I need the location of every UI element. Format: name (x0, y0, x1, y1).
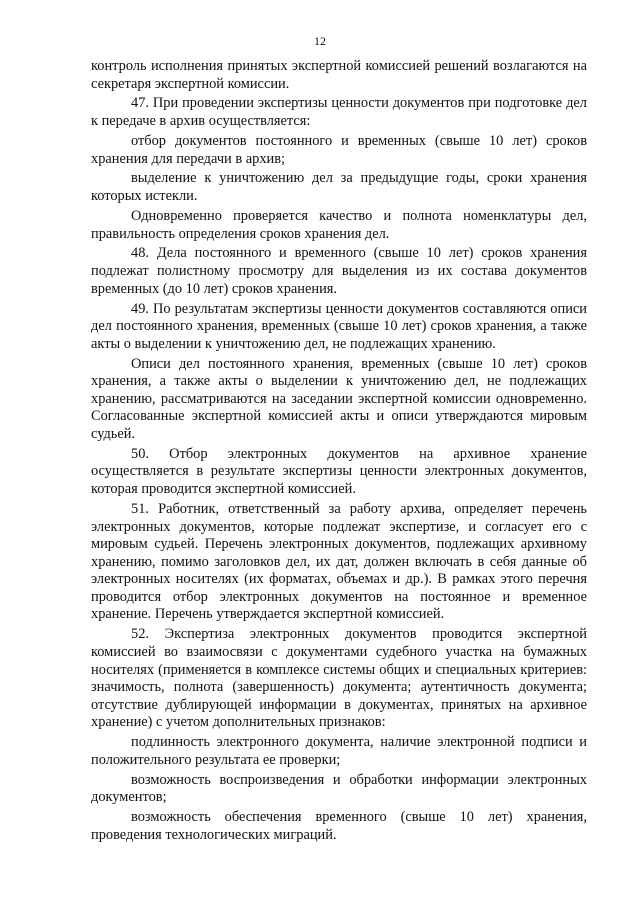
page-number: 12 (314, 34, 326, 48)
paragraph: подлинность электронного документа, наличие электронной подписи и положительного результата ее проверки; (91, 734, 587, 768)
paragraph: возможность обеспечения временного (свыше 10 лет) хранения, проведения технологических миграций. (91, 809, 587, 843)
paragraph: 49. По результатам экспертизы ценности документов составляются описи дел постоянного хранения, временных (свыше 10 лет) сроков хранения, а также акты о выделении к уничтожению дел, не подлежащих хранению. (91, 300, 587, 352)
paragraph: 48. Дела постоянного и временного (свыше 10 лет) сроков хранения подлежат полистному просмотру для выделения из их состава документов временных (до 10 лет) сроков хранения. (91, 245, 587, 297)
paragraph: выделение к уничтожению дел за предыдущие годы, сроки хранения которых истекли. (91, 170, 587, 205)
paragraph: 51. Работник, ответственный за работу архива, определяет перечень электронных документов, которые подлежат экспертизе, и согласует его с мировым судьей. Перечень электронных документов, подлежащих архивному хранению, помимо заголовков дел, их дат, должен включать в себя данные об электронных носителях (их форматах, объемах и др.). В рамках этого перечня проводится отбор электронных документов на постоянное и временное хранение. Перечень утверждается экспертной комиссией. (91, 500, 587, 623)
paragraph: 50. Отбор электронных документов на архивное хранение осуществляется в результате экспертизы ценности электронных документов, которая проводится экспертной комиссией. (91, 445, 587, 498)
paragraph: контроль исполнения принятых экспертной комиссией решений возлагаются на секретаря экспертной комиссии. (91, 58, 587, 92)
document-body (91, 58, 587, 847)
paragraph: возможность воспроизведения и обработки информации электронных документов; (91, 771, 587, 806)
paragraph: 52. Экспертиза электронных документов проводится экспертной комиссией во взаимосвязи с документами судебного участка на бумажных носителях (применяется в комплексе системы общих и специальных критериев: значимость, полнота (завершенность) документа; аутентичность документа; отсутствие дублирующей информации в документах, принятых на архивное хранение) с учетом дополнительных признаков: (91, 626, 587, 731)
paragraph: Описи дел постоянного хранения, временных (свыше 10 лет) сроков хранения, а также акты о выделении к уничтожению дел, не подлежащих хранению, рассматриваются на заседании экспертной комиссии одновременно. Согласованные экспертной комиссией акты и описи утверждаются мировым судьей. (91, 355, 587, 442)
paragraph: 47. При проведении экспертизы ценности документов при подготовке дел к передаче в архив осуществляется: (91, 95, 587, 130)
paragraph: Одновременно проверяется качество и полнота номенклатуры дел, правильность определения сроков хранения дел. (91, 207, 587, 242)
paragraph: отбор документов постоянного и временных (свыше 10 лет) сроков хранения для передачи в архив; (91, 132, 587, 167)
